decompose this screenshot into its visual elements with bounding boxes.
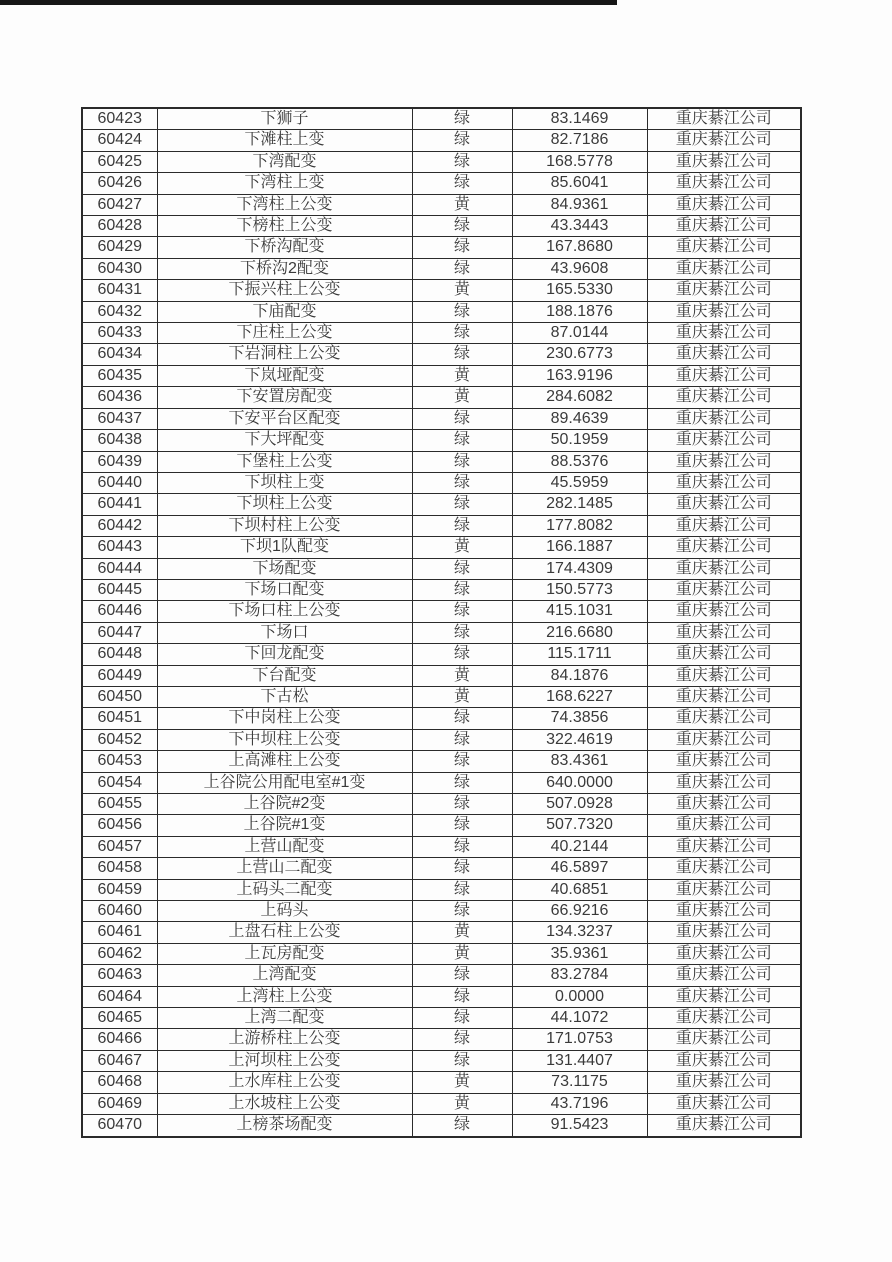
cell-company: 重庆綦江公司 bbox=[647, 173, 801, 194]
cell-status: 绿 bbox=[412, 1050, 512, 1071]
cell-value: 282.1485 bbox=[512, 494, 647, 515]
cell-id: 60452 bbox=[82, 729, 157, 750]
table-row bbox=[82, 408, 801, 429]
cell-name: 下湾配变 bbox=[157, 151, 412, 172]
cell-value: 50.1959 bbox=[512, 430, 647, 451]
cell-name: 下湾柱上变 bbox=[157, 173, 412, 194]
cell-status: 黄 bbox=[412, 686, 512, 707]
cell-company: 重庆綦江公司 bbox=[647, 601, 801, 622]
cell-company: 重庆綦江公司 bbox=[647, 258, 801, 279]
cell-status: 绿 bbox=[412, 965, 512, 986]
cell-name: 下坝柱上公变 bbox=[157, 494, 412, 515]
cell-value: 415.1031 bbox=[512, 601, 647, 622]
cell-value: 82.7186 bbox=[512, 130, 647, 151]
cell-status: 绿 bbox=[412, 644, 512, 665]
table-row bbox=[82, 836, 801, 857]
cell-name: 下桥沟2配变 bbox=[157, 258, 412, 279]
cell-company: 重庆綦江公司 bbox=[647, 858, 801, 879]
cell-status: 黄 bbox=[412, 922, 512, 943]
table-row bbox=[82, 387, 801, 408]
cell-name: 下中岗柱上公变 bbox=[157, 708, 412, 729]
cell-name: 下大坪配变 bbox=[157, 430, 412, 451]
table-row bbox=[82, 515, 801, 536]
cell-name: 下中坝柱上公变 bbox=[157, 729, 412, 750]
cell-id: 60464 bbox=[82, 986, 157, 1007]
cell-id: 60436 bbox=[82, 387, 157, 408]
cell-company: 重庆綦江公司 bbox=[647, 1050, 801, 1071]
cell-company: 重庆綦江公司 bbox=[647, 1008, 801, 1029]
cell-name: 上湾二配变 bbox=[157, 1008, 412, 1029]
cell-status: 绿 bbox=[412, 1115, 512, 1137]
cell-value: 134.3237 bbox=[512, 922, 647, 943]
cell-id: 60462 bbox=[82, 943, 157, 964]
cell-company: 重庆綦江公司 bbox=[647, 430, 801, 451]
cell-status: 黄 bbox=[412, 1093, 512, 1114]
table-row bbox=[82, 579, 801, 600]
cell-status: 绿 bbox=[412, 1029, 512, 1050]
cell-status: 绿 bbox=[412, 558, 512, 579]
cell-id: 60460 bbox=[82, 901, 157, 922]
cell-status: 绿 bbox=[412, 751, 512, 772]
table-row bbox=[82, 494, 801, 515]
table-row bbox=[82, 1008, 801, 1029]
cell-name: 下坝1队配变 bbox=[157, 537, 412, 558]
cell-name: 下安平台区配变 bbox=[157, 408, 412, 429]
cell-status: 绿 bbox=[412, 430, 512, 451]
cell-status: 绿 bbox=[412, 986, 512, 1007]
cell-status: 绿 bbox=[412, 708, 512, 729]
cell-company: 重庆綦江公司 bbox=[647, 686, 801, 707]
cell-status: 绿 bbox=[412, 130, 512, 151]
cell-status: 绿 bbox=[412, 472, 512, 493]
cell-company: 重庆綦江公司 bbox=[647, 301, 801, 322]
cell-id: 60438 bbox=[82, 430, 157, 451]
table-row bbox=[82, 558, 801, 579]
cell-value: 83.1469 bbox=[512, 108, 647, 130]
cell-company: 重庆綦江公司 bbox=[647, 537, 801, 558]
cell-name: 下场口配变 bbox=[157, 579, 412, 600]
cell-id: 60449 bbox=[82, 665, 157, 686]
cell-id: 60434 bbox=[82, 344, 157, 365]
cell-value: 216.6680 bbox=[512, 622, 647, 643]
cell-status: 绿 bbox=[412, 601, 512, 622]
cell-status: 绿 bbox=[412, 216, 512, 237]
cell-value: 43.7196 bbox=[512, 1093, 647, 1114]
cell-id: 60448 bbox=[82, 644, 157, 665]
cell-company: 重庆綦江公司 bbox=[647, 708, 801, 729]
cell-id: 60443 bbox=[82, 537, 157, 558]
cell-name: 上码头 bbox=[157, 901, 412, 922]
cell-id: 60469 bbox=[82, 1093, 157, 1114]
cell-company: 重庆綦江公司 bbox=[647, 323, 801, 344]
cell-company: 重庆綦江公司 bbox=[647, 1115, 801, 1137]
cell-id: 60465 bbox=[82, 1008, 157, 1029]
cell-id: 60435 bbox=[82, 365, 157, 386]
table-row bbox=[82, 665, 801, 686]
cell-value: 88.5376 bbox=[512, 451, 647, 472]
cell-name: 上谷院#1变 bbox=[157, 815, 412, 836]
cell-name: 上榜茶场配变 bbox=[157, 1115, 412, 1137]
cell-value: 188.1876 bbox=[512, 301, 647, 322]
cell-name: 上盘石柱上公变 bbox=[157, 922, 412, 943]
cell-id: 60444 bbox=[82, 558, 157, 579]
cell-id: 60423 bbox=[82, 108, 157, 130]
cell-name: 下湾柱上公变 bbox=[157, 194, 412, 215]
cell-value: 85.6041 bbox=[512, 173, 647, 194]
cell-company: 重庆綦江公司 bbox=[647, 901, 801, 922]
cell-company: 重庆綦江公司 bbox=[647, 108, 801, 130]
cell-company: 重庆綦江公司 bbox=[647, 943, 801, 964]
cell-id: 60426 bbox=[82, 173, 157, 194]
cell-value: 87.0144 bbox=[512, 323, 647, 344]
cell-company: 重庆綦江公司 bbox=[647, 836, 801, 857]
cell-status: 黄 bbox=[412, 665, 512, 686]
cell-value: 44.1072 bbox=[512, 1008, 647, 1029]
table-row bbox=[82, 323, 801, 344]
cell-company: 重庆綦江公司 bbox=[647, 151, 801, 172]
cell-status: 黄 bbox=[412, 280, 512, 301]
cell-id: 60450 bbox=[82, 686, 157, 707]
table-row bbox=[82, 943, 801, 964]
cell-status: 黄 bbox=[412, 387, 512, 408]
cell-status: 绿 bbox=[412, 344, 512, 365]
cell-name: 上游桥柱上公变 bbox=[157, 1029, 412, 1050]
cell-status: 黄 bbox=[412, 943, 512, 964]
cell-company: 重庆綦江公司 bbox=[647, 365, 801, 386]
cell-name: 上湾柱上公变 bbox=[157, 986, 412, 1007]
table-row bbox=[82, 237, 801, 258]
table-body bbox=[82, 108, 801, 1137]
cell-id: 60459 bbox=[82, 879, 157, 900]
cell-name: 下坝柱上变 bbox=[157, 472, 412, 493]
cell-value: 507.7320 bbox=[512, 815, 647, 836]
cell-status: 黄 bbox=[412, 537, 512, 558]
cell-status: 绿 bbox=[412, 579, 512, 600]
cell-status: 黄 bbox=[412, 365, 512, 386]
cell-id: 60446 bbox=[82, 601, 157, 622]
cell-id: 60461 bbox=[82, 922, 157, 943]
table-row bbox=[82, 216, 801, 237]
table-row bbox=[82, 1093, 801, 1114]
cell-company: 重庆綦江公司 bbox=[647, 387, 801, 408]
cell-id: 60457 bbox=[82, 836, 157, 857]
cell-id: 60466 bbox=[82, 1029, 157, 1050]
table-row bbox=[82, 901, 801, 922]
table-row bbox=[82, 1072, 801, 1093]
cell-id: 60451 bbox=[82, 708, 157, 729]
table-row bbox=[82, 729, 801, 750]
cell-company: 重庆綦江公司 bbox=[647, 579, 801, 600]
cell-name: 下振兴柱上公变 bbox=[157, 280, 412, 301]
cell-id: 60431 bbox=[82, 280, 157, 301]
cell-value: 168.5778 bbox=[512, 151, 647, 172]
cell-company: 重庆綦江公司 bbox=[647, 1029, 801, 1050]
cell-name: 下古松 bbox=[157, 686, 412, 707]
table-row bbox=[82, 108, 801, 130]
cell-value: 89.4639 bbox=[512, 408, 647, 429]
table-row bbox=[82, 965, 801, 986]
table-row bbox=[82, 986, 801, 1007]
cell-status: 绿 bbox=[412, 815, 512, 836]
table-row bbox=[82, 344, 801, 365]
cell-value: 74.3856 bbox=[512, 708, 647, 729]
cell-value: 640.0000 bbox=[512, 772, 647, 793]
cell-name: 上谷院公用配电室#1变 bbox=[157, 772, 412, 793]
cell-name: 上码头二配变 bbox=[157, 879, 412, 900]
cell-value: 322.4619 bbox=[512, 729, 647, 750]
table-row bbox=[82, 430, 801, 451]
cell-company: 重庆綦江公司 bbox=[647, 194, 801, 215]
table-row bbox=[82, 537, 801, 558]
cell-value: 91.5423 bbox=[512, 1115, 647, 1137]
cell-id: 60442 bbox=[82, 515, 157, 536]
cell-name: 下庙配变 bbox=[157, 301, 412, 322]
cell-status: 绿 bbox=[412, 301, 512, 322]
cell-company: 重庆綦江公司 bbox=[647, 729, 801, 750]
cell-value: 131.4407 bbox=[512, 1050, 647, 1071]
table-row bbox=[82, 879, 801, 900]
cell-id: 60470 bbox=[82, 1115, 157, 1137]
cell-status: 绿 bbox=[412, 258, 512, 279]
cell-name: 下场口柱上公变 bbox=[157, 601, 412, 622]
transformer-data-table bbox=[81, 107, 802, 1138]
cell-id: 60456 bbox=[82, 815, 157, 836]
table-row bbox=[82, 365, 801, 386]
cell-id: 60463 bbox=[82, 965, 157, 986]
cell-status: 绿 bbox=[412, 323, 512, 344]
cell-value: 115.1711 bbox=[512, 644, 647, 665]
cell-value: 230.6773 bbox=[512, 344, 647, 365]
cell-value: 174.4309 bbox=[512, 558, 647, 579]
cell-status: 黄 bbox=[412, 194, 512, 215]
cell-id: 60447 bbox=[82, 622, 157, 643]
cell-id: 60437 bbox=[82, 408, 157, 429]
cell-id: 60445 bbox=[82, 579, 157, 600]
cell-id: 60428 bbox=[82, 216, 157, 237]
table-row bbox=[82, 258, 801, 279]
cell-name: 上高滩柱上公变 bbox=[157, 751, 412, 772]
cell-status: 绿 bbox=[412, 772, 512, 793]
cell-value: 284.6082 bbox=[512, 387, 647, 408]
cell-name: 上营山二配变 bbox=[157, 858, 412, 879]
cell-id: 60429 bbox=[82, 237, 157, 258]
cell-id: 60432 bbox=[82, 301, 157, 322]
cell-value: 177.8082 bbox=[512, 515, 647, 536]
page-top-edge-line bbox=[0, 0, 617, 5]
cell-name: 上水坡柱上公变 bbox=[157, 1093, 412, 1114]
cell-value: 0.0000 bbox=[512, 986, 647, 1007]
table-row bbox=[82, 151, 801, 172]
cell-name: 下安置房配变 bbox=[157, 387, 412, 408]
cell-company: 重庆綦江公司 bbox=[647, 879, 801, 900]
cell-id: 60453 bbox=[82, 751, 157, 772]
cell-value: 163.9196 bbox=[512, 365, 647, 386]
table-row bbox=[82, 1050, 801, 1071]
cell-id: 60467 bbox=[82, 1050, 157, 1071]
cell-company: 重庆綦江公司 bbox=[647, 280, 801, 301]
cell-id: 60455 bbox=[82, 794, 157, 815]
cell-id: 60430 bbox=[82, 258, 157, 279]
table-row bbox=[82, 858, 801, 879]
table-row bbox=[82, 622, 801, 643]
cell-name: 下台配变 bbox=[157, 665, 412, 686]
cell-id: 60427 bbox=[82, 194, 157, 215]
table-row bbox=[82, 686, 801, 707]
cell-status: 绿 bbox=[412, 1008, 512, 1029]
cell-status: 黄 bbox=[412, 1072, 512, 1093]
table-row bbox=[82, 601, 801, 622]
cell-value: 66.9216 bbox=[512, 901, 647, 922]
cell-name: 下场口 bbox=[157, 622, 412, 643]
cell-status: 绿 bbox=[412, 408, 512, 429]
cell-status: 绿 bbox=[412, 729, 512, 750]
cell-company: 重庆綦江公司 bbox=[647, 494, 801, 515]
cell-status: 绿 bbox=[412, 108, 512, 130]
cell-status: 绿 bbox=[412, 151, 512, 172]
cell-company: 重庆綦江公司 bbox=[647, 130, 801, 151]
table-row bbox=[82, 794, 801, 815]
cell-value: 507.0928 bbox=[512, 794, 647, 815]
cell-company: 重庆綦江公司 bbox=[647, 515, 801, 536]
table-row bbox=[82, 708, 801, 729]
cell-id: 60458 bbox=[82, 858, 157, 879]
table-row bbox=[82, 922, 801, 943]
cell-name: 上瓦房配变 bbox=[157, 943, 412, 964]
cell-id: 60454 bbox=[82, 772, 157, 793]
cell-name: 下坝村柱上公变 bbox=[157, 515, 412, 536]
cell-value: 168.6227 bbox=[512, 686, 647, 707]
cell-name: 下回龙配变 bbox=[157, 644, 412, 665]
cell-company: 重庆綦江公司 bbox=[647, 794, 801, 815]
cell-value: 166.1887 bbox=[512, 537, 647, 558]
cell-id: 60441 bbox=[82, 494, 157, 515]
cell-status: 绿 bbox=[412, 622, 512, 643]
cell-name: 下堡柱上公变 bbox=[157, 451, 412, 472]
cell-status: 绿 bbox=[412, 836, 512, 857]
cell-company: 重庆綦江公司 bbox=[647, 922, 801, 943]
cell-value: 83.2784 bbox=[512, 965, 647, 986]
cell-name: 上谷院#2变 bbox=[157, 794, 412, 815]
cell-name: 下岚垭配变 bbox=[157, 365, 412, 386]
cell-id: 60468 bbox=[82, 1072, 157, 1093]
cell-value: 40.6851 bbox=[512, 879, 647, 900]
cell-id: 60440 bbox=[82, 472, 157, 493]
table-row bbox=[82, 451, 801, 472]
table-row bbox=[82, 772, 801, 793]
table-row bbox=[82, 472, 801, 493]
cell-status: 绿 bbox=[412, 901, 512, 922]
cell-status: 绿 bbox=[412, 858, 512, 879]
cell-value: 167.8680 bbox=[512, 237, 647, 258]
cell-value: 150.5773 bbox=[512, 579, 647, 600]
cell-status: 绿 bbox=[412, 879, 512, 900]
cell-company: 重庆綦江公司 bbox=[647, 965, 801, 986]
cell-company: 重庆綦江公司 bbox=[647, 815, 801, 836]
table-row bbox=[82, 173, 801, 194]
table-row bbox=[82, 644, 801, 665]
cell-company: 重庆綦江公司 bbox=[647, 772, 801, 793]
cell-id: 60424 bbox=[82, 130, 157, 151]
cell-company: 重庆綦江公司 bbox=[647, 1072, 801, 1093]
cell-name: 上河坝柱上公变 bbox=[157, 1050, 412, 1071]
cell-name: 下榜柱上公变 bbox=[157, 216, 412, 237]
cell-company: 重庆綦江公司 bbox=[647, 986, 801, 1007]
cell-id: 60425 bbox=[82, 151, 157, 172]
table-row bbox=[82, 301, 801, 322]
cell-value: 43.3443 bbox=[512, 216, 647, 237]
cell-company: 重庆綦江公司 bbox=[647, 622, 801, 643]
cell-value: 84.1876 bbox=[512, 665, 647, 686]
cell-value: 171.0753 bbox=[512, 1029, 647, 1050]
cell-id: 60439 bbox=[82, 451, 157, 472]
cell-value: 45.5959 bbox=[512, 472, 647, 493]
table-row bbox=[82, 1029, 801, 1050]
table-row bbox=[82, 1115, 801, 1137]
cell-name: 下岩洞柱上公变 bbox=[157, 344, 412, 365]
cell-company: 重庆綦江公司 bbox=[647, 751, 801, 772]
table-row bbox=[82, 280, 801, 301]
cell-company: 重庆綦江公司 bbox=[647, 237, 801, 258]
table-row bbox=[82, 815, 801, 836]
cell-company: 重庆綦江公司 bbox=[647, 451, 801, 472]
cell-value: 40.2144 bbox=[512, 836, 647, 857]
cell-name: 上湾配变 bbox=[157, 965, 412, 986]
cell-status: 绿 bbox=[412, 237, 512, 258]
cell-company: 重庆綦江公司 bbox=[647, 558, 801, 579]
cell-name: 下滩柱上变 bbox=[157, 130, 412, 151]
cell-value: 46.5897 bbox=[512, 858, 647, 879]
cell-company: 重庆綦江公司 bbox=[647, 472, 801, 493]
cell-value: 84.9361 bbox=[512, 194, 647, 215]
table-row bbox=[82, 194, 801, 215]
cell-value: 43.9608 bbox=[512, 258, 647, 279]
cell-company: 重庆綦江公司 bbox=[647, 344, 801, 365]
cell-name: 下庄柱上公变 bbox=[157, 323, 412, 344]
cell-value: 83.4361 bbox=[512, 751, 647, 772]
cell-status: 绿 bbox=[412, 173, 512, 194]
cell-company: 重庆綦江公司 bbox=[647, 216, 801, 237]
cell-status: 绿 bbox=[412, 794, 512, 815]
cell-company: 重庆綦江公司 bbox=[647, 408, 801, 429]
cell-name: 上营山配变 bbox=[157, 836, 412, 857]
cell-name: 下场配变 bbox=[157, 558, 412, 579]
cell-company: 重庆綦江公司 bbox=[647, 665, 801, 686]
cell-value: 35.9361 bbox=[512, 943, 647, 964]
cell-name: 下桥沟配变 bbox=[157, 237, 412, 258]
cell-value: 165.5330 bbox=[512, 280, 647, 301]
cell-company: 重庆綦江公司 bbox=[647, 644, 801, 665]
cell-name: 下狮子 bbox=[157, 108, 412, 130]
cell-status: 绿 bbox=[412, 515, 512, 536]
table-row bbox=[82, 751, 801, 772]
cell-id: 60433 bbox=[82, 323, 157, 344]
cell-status: 绿 bbox=[412, 494, 512, 515]
table-row bbox=[82, 130, 801, 151]
cell-status: 绿 bbox=[412, 451, 512, 472]
cell-value: 73.1175 bbox=[512, 1072, 647, 1093]
cell-name: 上水库柱上公变 bbox=[157, 1072, 412, 1093]
cell-company: 重庆綦江公司 bbox=[647, 1093, 801, 1114]
